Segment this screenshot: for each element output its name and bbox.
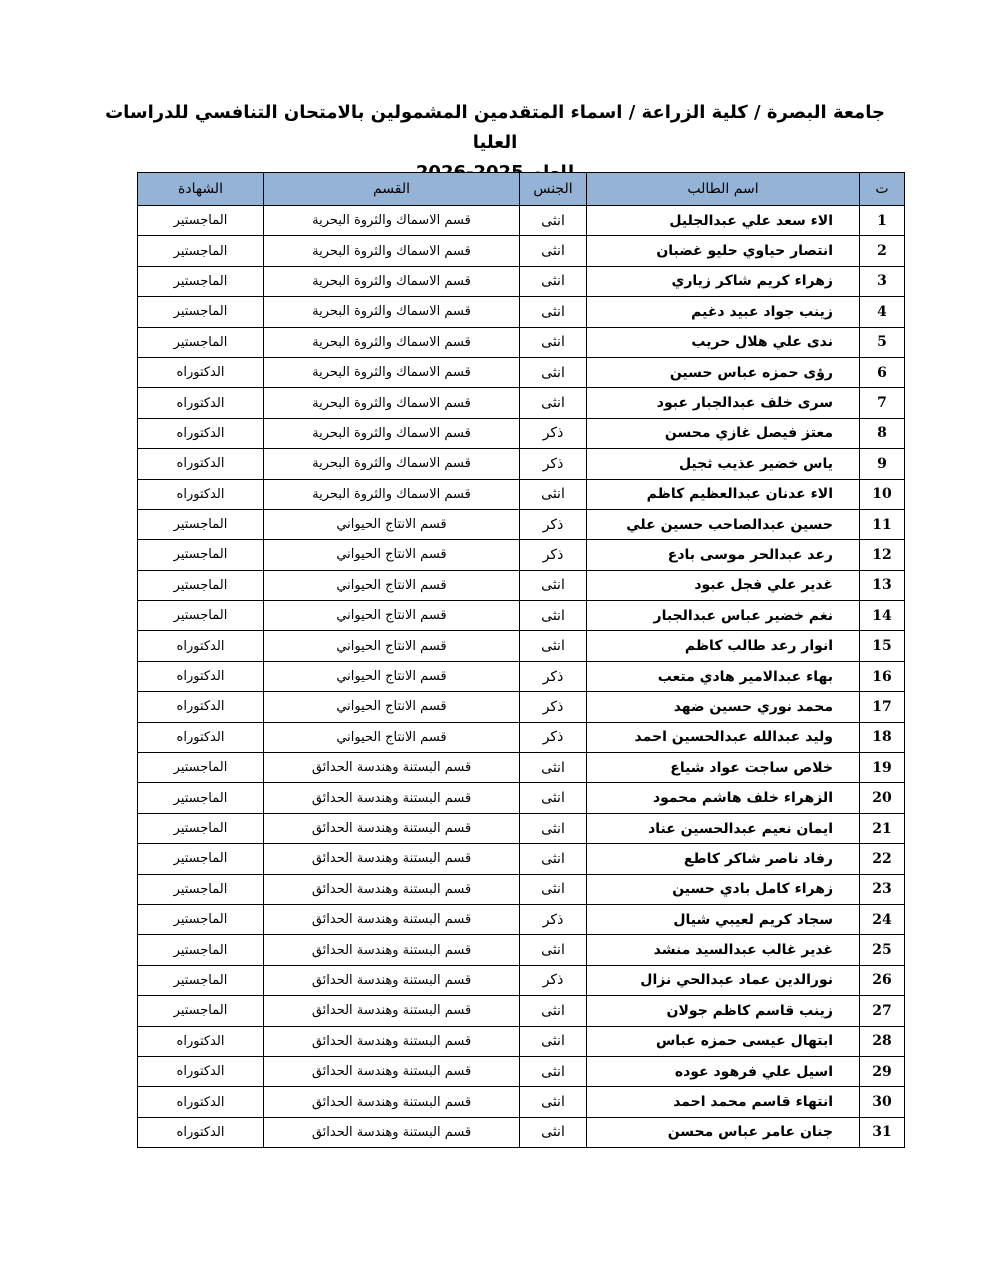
cell-gender: انثى [520,844,587,874]
cell-name: سجاد كريم لعيبي شيال [587,904,860,934]
table-row [138,935,905,965]
cell-gender: انثى [520,388,587,418]
cell-gender: ذكر [520,904,587,934]
cell-num: 11 [860,509,905,539]
cell-dept: قسم الانتاج الحيواني [264,722,520,752]
cell-name: نغم خضير عباس عبدالجبار [587,601,860,631]
cell-degree: الماجستير [138,297,264,327]
cell-gender: انثى [520,1056,587,1086]
header-gender: الجنس [520,173,587,206]
applicants-table [137,172,905,1148]
cell-num: 25 [860,935,905,965]
cell-dept: قسم البستنة وهندسة الحدائق [264,996,520,1026]
cell-name: بهاء عبدالامير هادي متعب [587,661,860,691]
cell-dept: قسم الاسماك والثروة البحرية [264,418,520,448]
cell-num: 27 [860,996,905,1026]
cell-num: 14 [860,601,905,631]
header-num: ت [860,173,905,206]
cell-name: ايمان نعيم عبدالحسين عناد [587,813,860,843]
cell-gender: انثى [520,1117,587,1147]
cell-degree: الماجستير [138,753,264,783]
cell-num: 3 [860,266,905,296]
cell-num: 12 [860,540,905,570]
table-body [138,206,905,1148]
cell-gender: انثى [520,996,587,1026]
cell-degree: الماجستير [138,206,264,236]
table-row [138,904,905,934]
cell-num: 31 [860,1117,905,1147]
cell-degree: الدكتوراه [138,1026,264,1056]
cell-num: 15 [860,631,905,661]
cell-num: 21 [860,813,905,843]
cell-name: جنان عامر عباس محسن [587,1117,860,1147]
cell-num: 18 [860,722,905,752]
cell-name: غدير غالب عبدالسيد منشد [587,935,860,965]
cell-gender: ذكر [520,418,587,448]
cell-dept: قسم الاسماك والثروة البحرية [264,388,520,418]
cell-name: الاء عدنان عبدالعظيم كاظم [587,479,860,509]
cell-degree: الماجستير [138,874,264,904]
cell-degree: الماجستير [138,570,264,600]
cell-num: 16 [860,661,905,691]
cell-name: زينب جواد عبيد دغيم [587,297,860,327]
cell-degree: الماجستير [138,783,264,813]
cell-gender: انثى [520,479,587,509]
cell-degree: الماجستير [138,236,264,266]
cell-dept: قسم الاسماك والثروة البحرية [264,479,520,509]
cell-name: غدير علي فجل عبود [587,570,860,600]
cell-num: 19 [860,753,905,783]
cell-degree: الماجستير [138,509,264,539]
cell-name: زينب قاسم كاظم جولان [587,996,860,1026]
cell-dept: قسم البستنة وهندسة الحدائق [264,904,520,934]
table-row [138,1056,905,1086]
cell-num: 23 [860,874,905,904]
table-row [138,844,905,874]
cell-degree: الماجستير [138,540,264,570]
table-row [138,206,905,236]
cell-dept: قسم البستنة وهندسة الحدائق [264,844,520,874]
cell-name: معتز فيصل غازي محسن [587,418,860,448]
cell-num: 17 [860,692,905,722]
cell-gender: انثى [520,266,587,296]
cell-dept: قسم الانتاج الحيواني [264,540,520,570]
table-row [138,722,905,752]
cell-dept: قسم الاسماك والثروة البحرية [264,236,520,266]
cell-num: 24 [860,904,905,934]
cell-degree: الدكتوراه [138,692,264,722]
cell-gender: ذكر [520,449,587,479]
cell-gender: ذكر [520,722,587,752]
cell-num: 9 [860,449,905,479]
table-row [138,661,905,691]
cell-dept: قسم البستنة وهندسة الحدائق [264,935,520,965]
cell-num: 26 [860,965,905,995]
table-header-row [138,173,905,206]
cell-degree: الماجستير [138,327,264,357]
cell-dept: قسم البستنة وهندسة الحدائق [264,874,520,904]
cell-dept: قسم البستنة وهندسة الحدائق [264,1087,520,1117]
cell-dept: قسم الاسماك والثروة البحرية [264,266,520,296]
cell-degree: الدكتوراه [138,418,264,448]
cell-gender: انثى [520,570,587,600]
table-row [138,753,905,783]
cell-name: حسين عبدالصاحب حسين علي [587,509,860,539]
cell-name: رفاد ناصر شاكر كاطع [587,844,860,874]
cell-name: رؤى حمزه عباس حسين [587,357,860,387]
cell-gender: انثى [520,206,587,236]
cell-name: رعد عبدالحر موسى بادع [587,540,860,570]
cell-dept: قسم الانتاج الحيواني [264,692,520,722]
cell-gender: انثى [520,236,587,266]
cell-degree: الماجستير [138,266,264,296]
cell-dept: قسم الانتاج الحيواني [264,661,520,691]
cell-gender: انثى [520,813,587,843]
cell-name: خلاص ساجت عواد شياع [587,753,860,783]
cell-degree: الدكتوراه [138,722,264,752]
cell-dept: قسم الاسماك والثروة البحرية [264,357,520,387]
cell-name: انتصار حياوي حليو غضبان [587,236,860,266]
cell-gender: انثى [520,1087,587,1117]
cell-degree: الماجستير [138,813,264,843]
cell-dept: قسم البستنة وهندسة الحدائق [264,1026,520,1056]
cell-degree: الدكتوراه [138,631,264,661]
table-row [138,479,905,509]
cell-degree: الماجستير [138,601,264,631]
cell-num: 20 [860,783,905,813]
table-row [138,783,905,813]
cell-gender: ذكر [520,965,587,995]
cell-degree: الدكتوراه [138,449,264,479]
cell-num: 2 [860,236,905,266]
table-row [138,418,905,448]
cell-degree: الماجستير [138,935,264,965]
cell-dept: قسم البستنة وهندسة الحدائق [264,783,520,813]
cell-name: انوار رعد طالب كاظم [587,631,860,661]
table-row [138,357,905,387]
cell-degree: الدكتوراه [138,357,264,387]
cell-dept: قسم الاسماك والثروة البحرية [264,297,520,327]
table-row [138,449,905,479]
cell-dept: قسم الانتاج الحيواني [264,570,520,600]
cell-name: وليد عبدالله عبدالحسين احمد [587,722,860,752]
cell-gender: انثى [520,783,587,813]
table-row [138,1087,905,1117]
cell-degree: الماجستير [138,904,264,934]
cell-name: نورالدين عماد عبدالحي نزال [587,965,860,995]
cell-degree: الدكتوراه [138,479,264,509]
cell-num: 7 [860,388,905,418]
cell-dept: قسم البستنة وهندسة الحدائق [264,1117,520,1147]
table-row [138,813,905,843]
cell-dept: قسم الاسماك والثروة البحرية [264,449,520,479]
cell-degree: الماجستير [138,965,264,995]
header-name: اسم الطالب [587,173,860,206]
cell-num: 10 [860,479,905,509]
title-line-1: جامعة البصرة / كلية الزراعة / اسماء المتقدمين المشمولين بالامتحان التنافسي للدراسات العليا [105,102,885,153]
cell-degree: الدكتوراه [138,388,264,418]
table-row [138,874,905,904]
cell-name: محمد نوري حسين ضهد [587,692,860,722]
cell-gender: ذكر [520,540,587,570]
cell-gender: انثى [520,935,587,965]
cell-dept: قسم الاسماك والثروة البحرية [264,206,520,236]
cell-num: 13 [860,570,905,600]
cell-num: 29 [860,1056,905,1086]
header-dept: القسم [264,173,520,206]
cell-gender: انثى [520,297,587,327]
cell-degree: الماجستير [138,996,264,1026]
cell-dept: قسم البستنة وهندسة الحدائق [264,965,520,995]
table-row [138,996,905,1026]
cell-name: زهراء كامل بادي حسين [587,874,860,904]
cell-gender: ذكر [520,692,587,722]
table-row [138,327,905,357]
cell-dept: قسم الانتاج الحيواني [264,601,520,631]
table-row [138,540,905,570]
cell-dept: قسم الانتاج الحيواني [264,509,520,539]
cell-num: 4 [860,297,905,327]
cell-name: اسيل علي فرهود عوده [587,1056,860,1086]
cell-num: 1 [860,206,905,236]
cell-gender: انثى [520,1026,587,1056]
cell-gender: انثى [520,601,587,631]
table-row [138,601,905,631]
cell-num: 6 [860,357,905,387]
cell-gender: انثى [520,753,587,783]
cell-gender: انثى [520,327,587,357]
table-row [138,297,905,327]
table-row [138,266,905,296]
cell-degree: الماجستير [138,844,264,874]
cell-name: ندى علي هلال حريب [587,327,860,357]
table-row [138,1026,905,1056]
cell-dept: قسم البستنة وهندسة الحدائق [264,753,520,783]
table-row [138,692,905,722]
cell-name: انتهاء قاسم محمد احمد [587,1087,860,1117]
cell-name: سرى خلف عبدالجبار عبود [587,388,860,418]
cell-num: 28 [860,1026,905,1056]
cell-degree: الدكتوراه [138,1117,264,1147]
table-row [138,509,905,539]
table-row [138,965,905,995]
cell-name: الاء سعد علي عبدالجليل [587,206,860,236]
cell-num: 5 [860,327,905,357]
cell-num: 30 [860,1087,905,1117]
cell-num: 8 [860,418,905,448]
table-row [138,570,905,600]
cell-dept: قسم البستنة وهندسة الحدائق [264,813,520,843]
cell-name: زهراء كريم شاكر زياري [587,266,860,296]
cell-degree: الدكتوراه [138,1056,264,1086]
cell-gender: انثى [520,874,587,904]
cell-name: ياس خضير عذيب ثجيل [587,449,860,479]
table-row [138,236,905,266]
table-row [138,631,905,661]
header-degree: الشهادة [138,173,264,206]
cell-num: 22 [860,844,905,874]
table-row [138,388,905,418]
cell-dept: قسم الانتاج الحيواني [264,631,520,661]
cell-gender: ذكر [520,661,587,691]
cell-gender: انثى [520,357,587,387]
cell-dept: قسم البستنة وهندسة الحدائق [264,1056,520,1086]
cell-gender: انثى [520,631,587,661]
cell-gender: ذكر [520,509,587,539]
cell-name: ابتهال عيسى حمزه عباس [587,1026,860,1056]
cell-dept: قسم الاسماك والثروة البحرية [264,327,520,357]
cell-degree: الدكتوراه [138,661,264,691]
cell-degree: الدكتوراه [138,1087,264,1117]
cell-name: الزهراء خلف هاشم محمود [587,783,860,813]
table-row [138,1117,905,1147]
